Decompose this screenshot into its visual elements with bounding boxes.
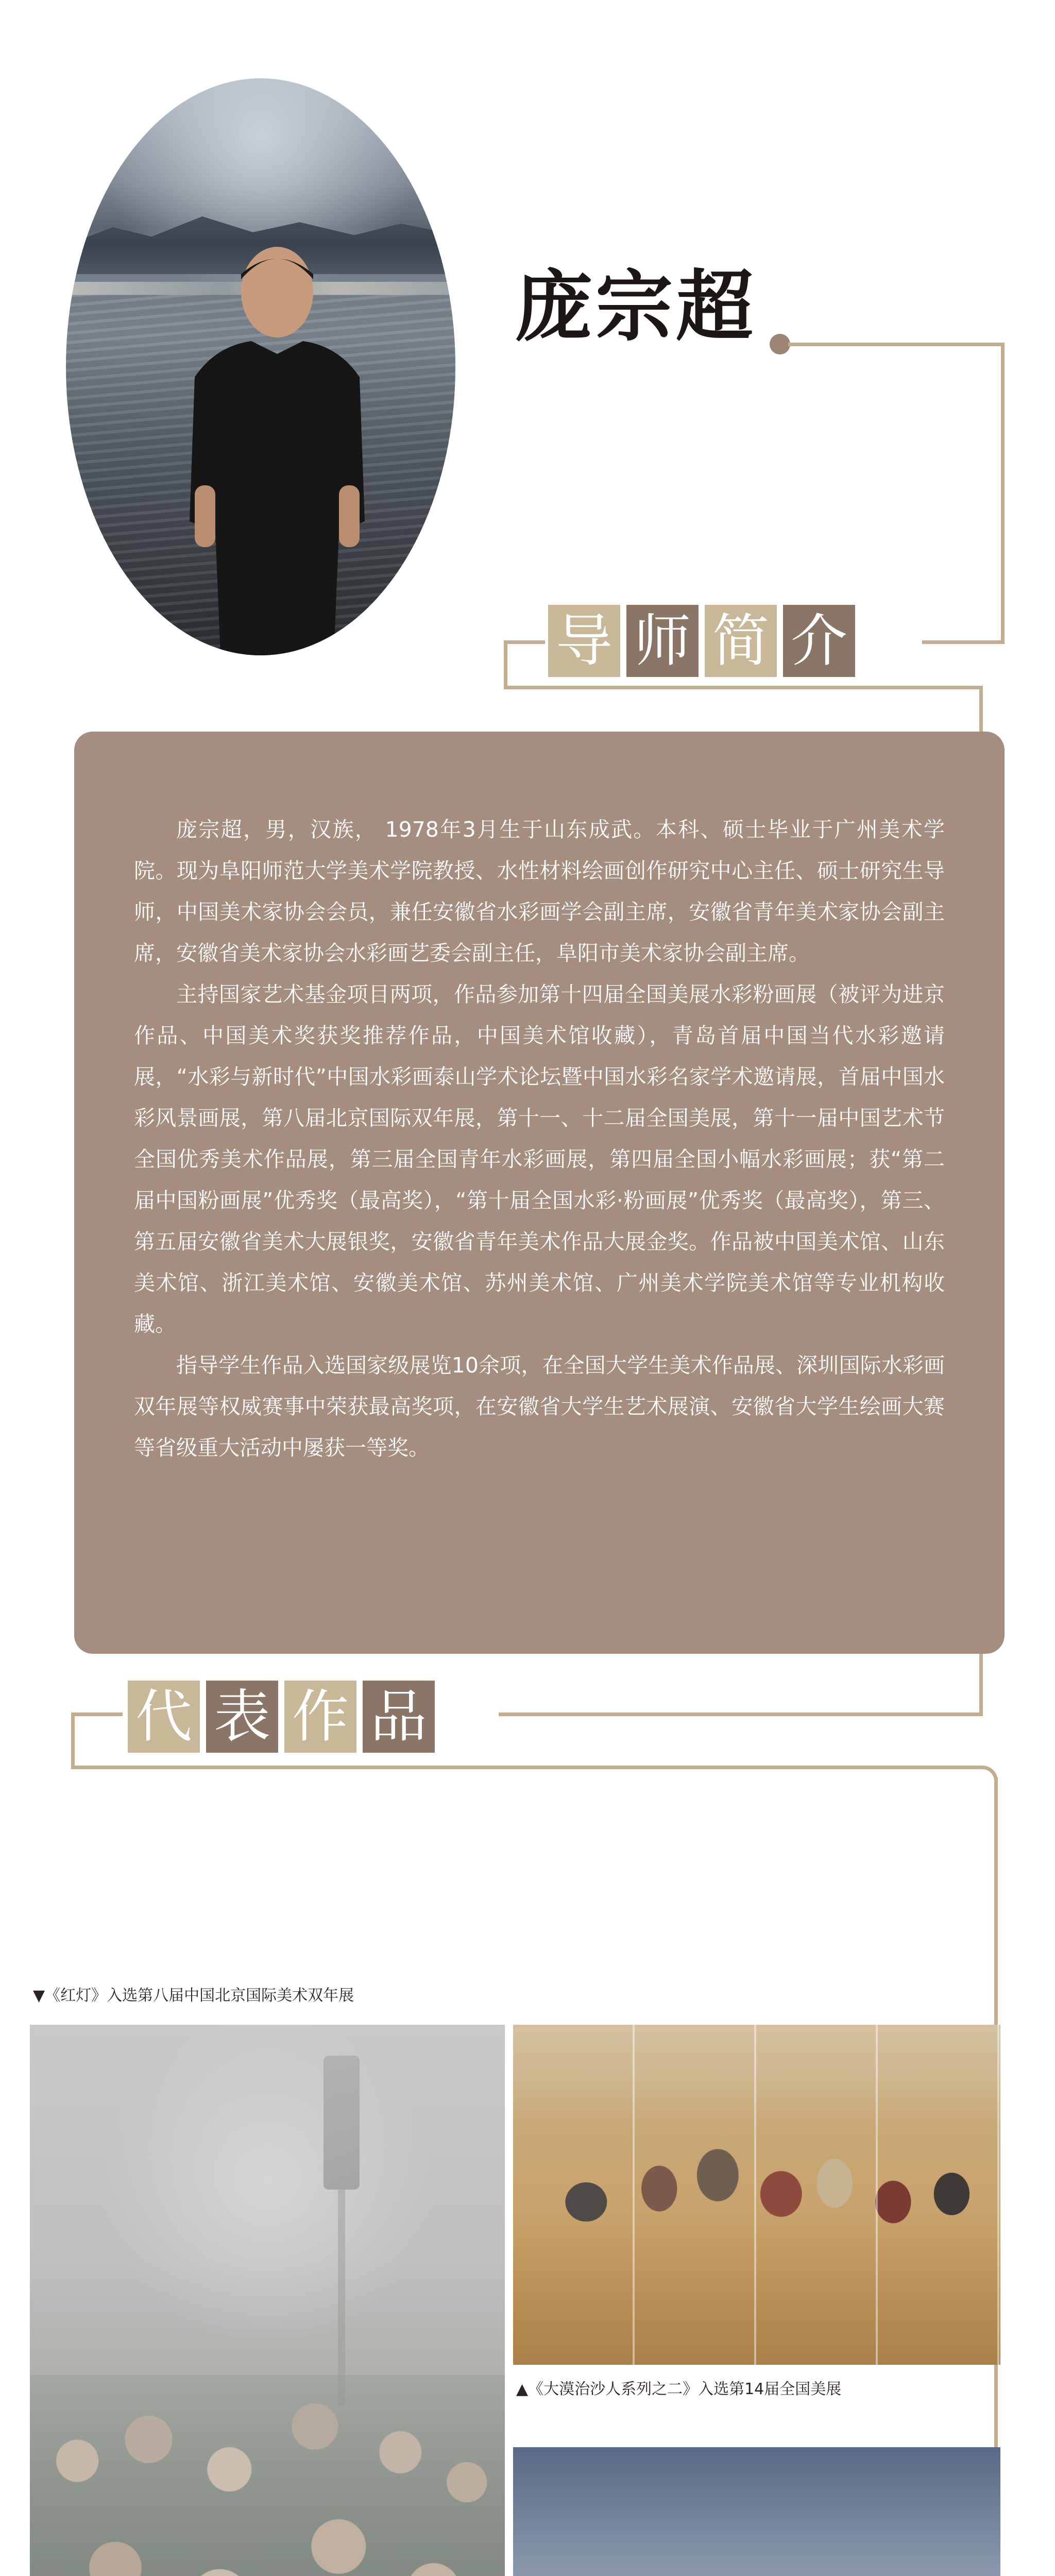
works-title-char: 品 bbox=[363, 1681, 435, 1753]
name-connector-dot bbox=[770, 334, 790, 354]
portrait-photo bbox=[66, 78, 455, 655]
intro-title-char: 导 bbox=[548, 605, 620, 677]
works-top-line bbox=[71, 1766, 978, 1769]
works-top-corner bbox=[974, 1766, 998, 1781]
bio-card bbox=[74, 732, 1005, 1654]
artwork-damo bbox=[513, 2025, 1000, 2365]
left-vertical-line bbox=[71, 1713, 75, 1769]
bio-paragraph: 主持国家艺术基金项目两项，作品参加第十四届全国美展水彩粉画展（被评为进京作品、中国美术奖获奖推荐作品，中国美术馆收藏），青岛首届中国当代水彩邀请展，“水彩与新时代”中国水彩画泰山学术论坛暨中国水彩名家学术邀请展，首届中国水彩风景画展，第八届北京国际双年展，第十一、十二届全国美展，第十一届中国艺术节全国优秀美术作品展，第三届全国青年水彩画展，第四届全国小幅水彩画展；获“第二届中国粉画展”优秀奖（最高奖），“第十届全国水彩·粉画展”优秀奖（最高奖），第三、第五届安徽省美术大展银奖，安徽省青年美术作品大展金奖。作品被中国美术馆、山东美术馆、浙江美术馆、安徽美术馆、苏州美术馆、广州美术学院美术馆等专业机构收藏。 bbox=[134, 982, 945, 1336]
artwork-caption-damo: ▲《大漠治沙人系列之二》入选第14届全国美展 bbox=[516, 2380, 842, 2398]
works-title-char: 作 bbox=[284, 1681, 356, 1753]
intro-title-char: 师 bbox=[626, 605, 699, 677]
name-connector-line bbox=[788, 343, 1005, 346]
works-section-title bbox=[128, 1681, 435, 1753]
intro-title-char: 简 bbox=[705, 605, 777, 677]
crowd-figures bbox=[30, 2375, 505, 2576]
works-title-char: 表 bbox=[206, 1681, 278, 1753]
panel-dividers bbox=[513, 2025, 1000, 2365]
works-title-line-right bbox=[499, 1713, 983, 1716]
artwork-hongdeng bbox=[30, 2025, 505, 2576]
traffic-light-shape bbox=[324, 2056, 360, 2190]
artwork-caption-hongdeng: ▼《红灯》入选第八届中国北京国际美术双年展 bbox=[33, 1987, 354, 2005]
bio-paragraph: 庞宗超，男，汉族， 1978年3月生于山东成武。本科、硕士毕业于广州美术学院。现为阜阳师范大学美术学院教授、水性材料绘画创作研究中心主任、硕士研究生导师，中国美术家协会会员，兼任安徽省水彩画学会副主席，安徽省青年美术家协会副主席，安徽省美术家协会水彩画艺委会副主任，阜阳市美术家协会副主席。 bbox=[134, 817, 945, 965]
intro-title-line-left bbox=[504, 640, 545, 644]
artwork-houtu bbox=[513, 2447, 1000, 2576]
works-title-line-left bbox=[71, 1713, 123, 1716]
bio-paragraph: 指导学生作品入选国家级展览10余项，在全国大学生美术作品展、深圳国际水彩画双年展等权威赛事中荣获最高奖项，在安徽省大学生艺术展演、安徽省大学生绘画大赛等省级重大活动中屡获一等奖。 bbox=[134, 1353, 945, 1460]
intro-title-char: 介 bbox=[783, 605, 855, 677]
intro-section-title bbox=[548, 605, 855, 677]
intro-title-line-right bbox=[922, 640, 1005, 644]
works-title-char: 代 bbox=[128, 1681, 200, 1753]
traffic-light-pole bbox=[338, 2190, 345, 2406]
intro-title-line-left-down bbox=[504, 640, 507, 689]
right-vertical-line-top bbox=[1001, 343, 1005, 644]
artist-name: 庞宗超 bbox=[515, 261, 757, 352]
intro-card-top-line bbox=[504, 686, 983, 689]
person-figure bbox=[184, 243, 370, 655]
